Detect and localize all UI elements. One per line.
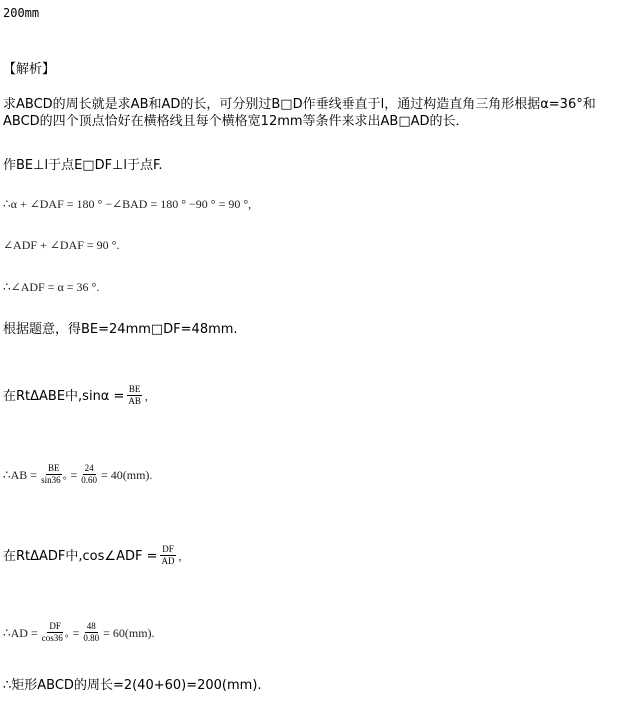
cosine-fraction — [159, 544, 176, 567]
ab-numerator-2: 24 — [84, 463, 94, 473]
ad-numerator-2: 48 — [86, 621, 96, 631]
given-values: 根据题意，得BE=24mm□DF=48mm. — [3, 322, 238, 337]
ab-denominator-1: sin36 ° — [41, 475, 67, 485]
cosine-suffix: , — [178, 549, 182, 563]
section-title: 【解析】 — [3, 62, 56, 77]
ad-denominator-1: cos36 ° — [41, 633, 69, 643]
ad-fraction-1 — [40, 621, 71, 644]
sine-suffix: , — [144, 389, 148, 403]
sine-definition — [3, 384, 148, 407]
analysis-paragraph: 求ABCD的周长就是求AB和AD的长，可分别过B□D作垂线垂直于l，通过构造直角三角形根据α=36°和ABCD的四个顶点恰好在横格线且每个横格宽12mm等条件来求出AB□AD的长． — [3, 97, 596, 129]
angle-equation-1: ∴α + ∠DAF = 180 ° −∠BAD = 180 ° −90 ° = 90 °, — [3, 197, 252, 211]
ab-numerator-1: BE — [48, 463, 60, 473]
ab-result: = 40(mm). — [100, 468, 153, 482]
ab-fraction-1 — [39, 463, 68, 486]
ab-prefix: ∴AB = — [3, 468, 38, 482]
ad-calculation — [3, 621, 155, 644]
answer-text: 200mm — [3, 6, 40, 20]
ad-prefix: ∴AD = — [3, 626, 38, 640]
cosine-definition — [3, 544, 181, 567]
ad-result: = 60(mm). — [103, 626, 155, 640]
ad-denominator-2: 0.80 — [83, 633, 100, 643]
cosine-numerator: DF — [162, 544, 174, 554]
cosine-denominator: AD — [161, 556, 175, 566]
construction-step: 作BE⊥l于点E□DF⊥l于点F. — [3, 158, 163, 173]
angle-equation-3: ∴∠ADF = α = 36 °. — [3, 280, 100, 294]
sine-fraction — [126, 384, 143, 407]
ab-fraction-2 — [79, 463, 99, 486]
ab-denominator-2: 0.60 — [81, 475, 97, 485]
ab-equals: = — [70, 468, 78, 482]
ad-numerator-1: DF — [49, 621, 61, 631]
sine-numerator: BE — [128, 384, 141, 394]
sine-denominator: AB — [128, 396, 141, 406]
ad-equals: = — [72, 626, 80, 640]
sine-prefix: 在RtΔABE中,sinα = — [3, 389, 125, 404]
cosine-prefix: 在RtΔADF中,cos∠ADF = — [3, 549, 158, 564]
ab-calculation — [3, 463, 152, 486]
conclusion: ∴矩形ABCD的周长=2(40+60)=200(mm). — [3, 678, 262, 693]
ad-fraction-2 — [81, 621, 101, 644]
angle-equation-2: ∠ADF + ∠DAF = 90 °. — [3, 238, 120, 252]
